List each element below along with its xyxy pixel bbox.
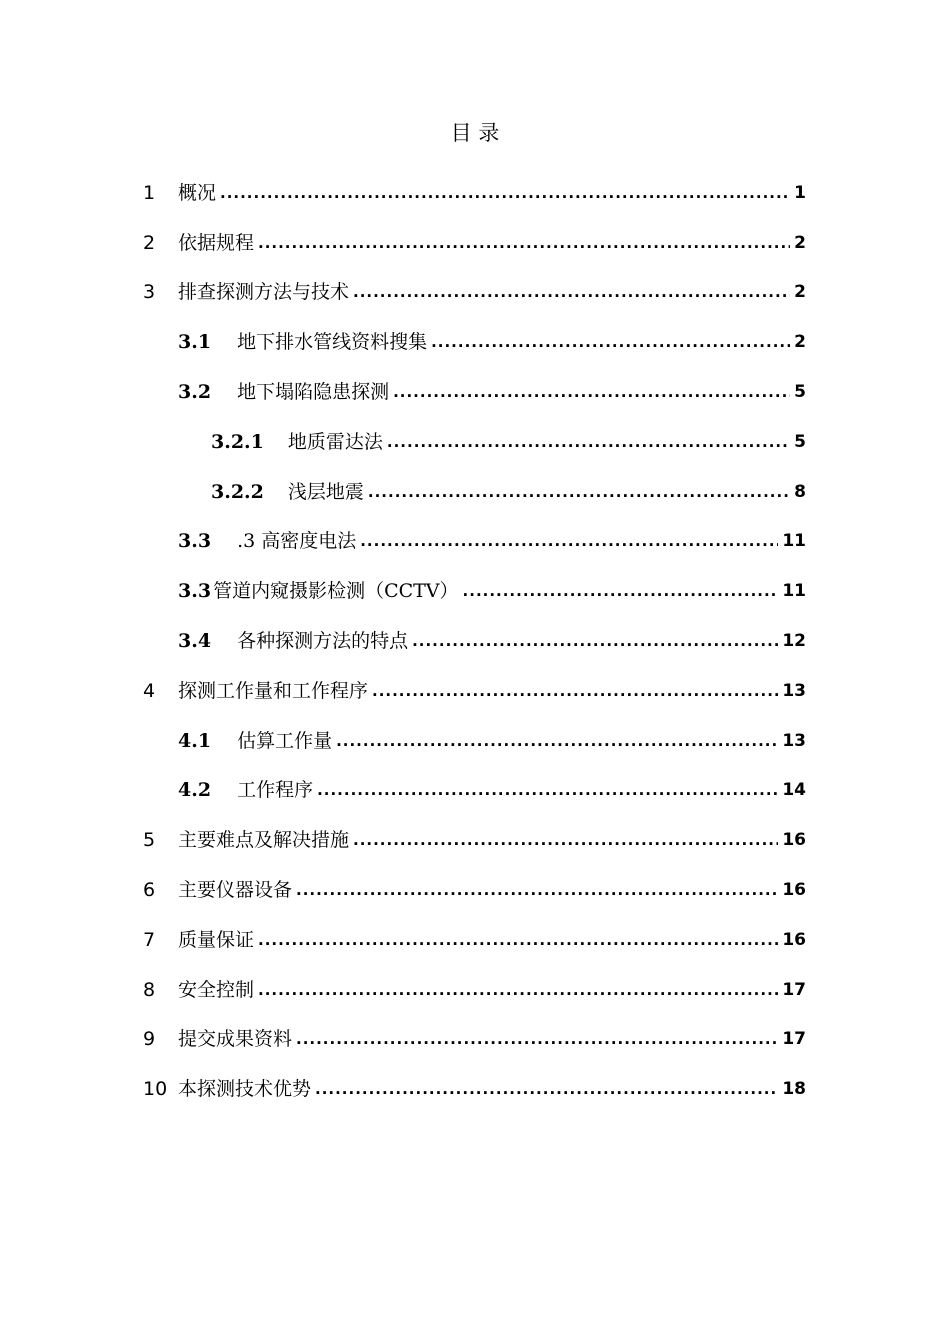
toc-entry-title: 安全控制 — [178, 978, 255, 1001]
toc-entry-page: 12 — [782, 631, 806, 652]
toc-entry-title: 提交成果资料 — [178, 1028, 293, 1051]
toc-entry[interactable] — [143, 417, 806, 467]
toc-leader-dots — [296, 877, 778, 903]
toc-entry[interactable] — [143, 965, 806, 1015]
toc-entry-title: 地下塌陷隐患探测 — [237, 381, 390, 404]
toc-entry-page: 13 — [782, 680, 806, 701]
toc-entry[interactable] — [143, 616, 806, 666]
toc-leader-dots — [393, 379, 790, 405]
toc-entry-title: 质量保证 — [178, 928, 255, 951]
toc-entry-number: 4.1 — [178, 729, 212, 752]
toc-entry-number: 7 — [143, 928, 156, 951]
toc-leader-dots — [258, 927, 778, 953]
toc-entry-title: 浅层地震 — [287, 480, 364, 503]
toc-title: 目 录 — [450, 121, 500, 145]
toc-leader-dots — [296, 1026, 778, 1052]
toc-entry-title: 探测工作量和工作程序 — [178, 679, 369, 702]
toc-entry[interactable] — [143, 716, 806, 766]
toc-leader-dots — [368, 479, 790, 505]
toc-entry-title: 地质雷达法 — [287, 430, 383, 453]
toc-entry-number: 10 — [143, 1078, 168, 1101]
toc-entry-title: 本探测技术优势 — [178, 1078, 312, 1101]
toc-entry[interactable] — [143, 566, 806, 616]
toc-leader-dots — [258, 977, 778, 1003]
toc-entry[interactable] — [143, 218, 806, 268]
toc-entry[interactable] — [143, 268, 806, 318]
toc-leader-dots — [258, 230, 790, 256]
toc-entry-page: 16 — [782, 929, 806, 950]
toc-entry-title: 各种探测方法的特点 — [237, 630, 409, 653]
toc-entry[interactable] — [143, 467, 806, 517]
toc-entry-number: 3.1 — [178, 331, 212, 354]
toc-entry-page: 16 — [782, 880, 806, 901]
toc-entry[interactable] — [143, 815, 806, 865]
toc-entry-number: 2 — [143, 231, 156, 254]
toc-entry-page: 16 — [782, 830, 806, 851]
toc-entry[interactable] — [143, 367, 806, 417]
toc-entry-number: 3.3 — [178, 530, 212, 553]
toc-entry-page: 8 — [794, 481, 806, 502]
toc-entry-number: 4.2 — [178, 779, 212, 802]
toc-entry-page: 1 — [794, 182, 806, 203]
toc-entry-number: 4 — [143, 679, 156, 702]
toc-entry[interactable] — [143, 666, 806, 716]
toc-entry[interactable] — [143, 517, 806, 567]
toc-leader-dots — [463, 578, 779, 604]
toc-entry[interactable] — [143, 865, 806, 915]
toc-entry-title: 地下排水管线资料搜集 — [237, 331, 428, 354]
toc-entry-number: 9 — [143, 1028, 156, 1051]
toc-entry-title: 工作程序 — [237, 779, 314, 802]
toc-entry-page: 13 — [782, 730, 806, 751]
toc-entry[interactable] — [143, 1015, 806, 1065]
toc-entry-page: 5 — [794, 431, 806, 452]
toc-leader-dots — [360, 528, 778, 554]
toc-entry-number: 3.4 — [178, 630, 212, 653]
toc-entry[interactable] — [143, 766, 806, 816]
toc-entry-number: 1 — [143, 181, 156, 204]
toc-leader-dots — [412, 628, 778, 654]
toc-entry-title: .3 高密度电法 — [237, 530, 357, 553]
toc-leader-dots — [431, 329, 790, 355]
toc-entry-title: 排查探测方法与技术 — [178, 281, 350, 304]
toc-entry-page: 14 — [782, 780, 806, 801]
toc-entry-title: 概况 — [178, 181, 217, 204]
toc-entry-number: 3 — [143, 281, 156, 304]
toc-entry-page: 2 — [794, 232, 806, 253]
toc-entry-page: 5 — [794, 382, 806, 403]
toc-leader-dots — [372, 678, 778, 704]
toc-entry-title: 依据规程 — [178, 231, 255, 254]
toc-entry-page: 2 — [794, 282, 806, 303]
toc-entry-page: 18 — [782, 1079, 806, 1100]
toc-entry-number: 3.2.1 — [211, 430, 264, 453]
toc-entry-title: 主要难点及解决措施 — [178, 829, 350, 852]
toc-entry[interactable] — [143, 317, 806, 367]
toc-entry-title: 管道内窥摄影检测（CCTV） — [213, 580, 459, 603]
toc-entry-number: 8 — [143, 978, 156, 1001]
toc-leader-dots — [336, 728, 778, 754]
toc-leader-dots — [315, 1076, 778, 1102]
toc-entry-title: 主要仪器设备 — [178, 879, 293, 902]
toc-entry-page: 17 — [782, 1029, 806, 1050]
toc-entry-page: 11 — [782, 531, 806, 552]
toc-entry-page: 2 — [794, 332, 806, 353]
toc-entry-number: 3.2 — [178, 381, 212, 404]
toc-list — [143, 168, 806, 1114]
toc-leader-dots — [317, 777, 778, 803]
toc-entry-title: 估算工作量 — [237, 729, 333, 752]
toc-entry-page: 17 — [782, 979, 806, 1000]
toc-leader-dots — [387, 429, 790, 455]
toc-entry[interactable] — [143, 168, 806, 218]
toc-entry[interactable] — [143, 1064, 806, 1114]
toc-entry[interactable] — [143, 915, 806, 965]
toc-entry-page: 11 — [782, 581, 806, 602]
toc-entry-number: 3.2.2 — [211, 480, 264, 503]
toc-leader-dots — [220, 180, 790, 206]
toc-entry-number: 6 — [143, 879, 156, 902]
toc-leader-dots — [353, 279, 790, 305]
toc-leader-dots — [353, 827, 778, 853]
toc-entry-number: 3.3 — [178, 580, 212, 603]
toc-entry-number: 5 — [143, 829, 156, 852]
